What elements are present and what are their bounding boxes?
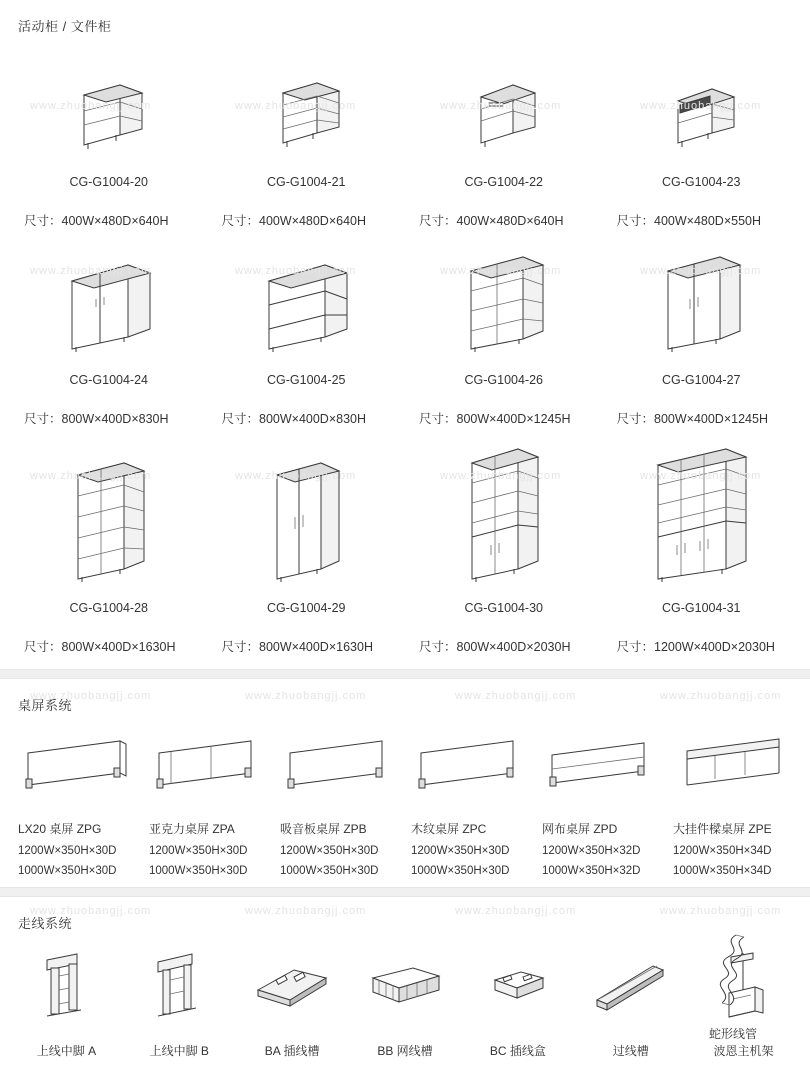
product-cell[interactable]	[208, 441, 406, 669]
product-dim-2: 1000W×350H×30D	[280, 865, 379, 877]
product-cell[interactable]	[12, 724, 143, 887]
pedestal-3drawer-c-icon	[413, 51, 595, 161]
watermark-text: www.zhuobangjj.com	[235, 265, 357, 277]
product-size: 尺寸：800W×400D×1630H	[24, 640, 176, 654]
pedestal-2drawer-icon	[611, 51, 793, 161]
watermark-text: www.zhuobangjj.com	[30, 265, 152, 277]
cable-tray-a-icon	[240, 948, 345, 1026]
screen-rail-icon	[673, 728, 792, 806]
product-cell[interactable]	[405, 441, 603, 669]
watermark-text: www.zhuobangjj.com	[440, 265, 562, 277]
product-name: LX20 桌屏 ZPG	[18, 822, 102, 836]
cable-tray-b-icon	[353, 948, 458, 1026]
screen-perforated-icon	[280, 728, 399, 806]
section-screens	[0, 679, 810, 887]
product-name: 过线槽	[612, 1044, 649, 1058]
product-code: CG-G1004-23	[661, 175, 741, 189]
product-name: 蛇形线管	[708, 1027, 757, 1041]
product-cell[interactable]	[274, 724, 405, 887]
watermark-text: www.zhuobangjj.com	[455, 690, 577, 702]
watermark-text: www.zhuobangjj.com	[235, 100, 357, 112]
cable-channel-icon	[578, 948, 683, 1026]
product-name: BC 插线盒	[489, 1044, 546, 1058]
product-size: 尺寸：400W×480D×550H	[616, 214, 762, 228]
tall-cabinet-open-icon	[18, 447, 200, 587]
watermark-text: www.zhuobangjj.com	[660, 690, 782, 702]
product-cell[interactable]	[10, 942, 123, 1069]
product-dim-1: 1200W×350H×30D	[149, 845, 248, 857]
low-cabinet-2door-icon	[18, 249, 200, 359]
pedestal-3drawer-icon	[18, 51, 200, 161]
product-code: CG-G1004-27	[661, 373, 741, 387]
product-dim-2: 1000W×350H×30D	[18, 865, 117, 877]
product-name: 上线中脚 A	[36, 1044, 97, 1058]
product-cell[interactable]	[236, 942, 349, 1069]
product-cell[interactable]	[603, 243, 801, 441]
cable-leg-b-icon	[127, 948, 232, 1026]
product-cell[interactable]	[667, 724, 798, 887]
section-divider	[0, 887, 810, 897]
product-cell[interactable]	[536, 724, 667, 887]
watermark-text: www.zhuobangjj.com	[455, 905, 577, 917]
mid-cabinet-door-icon	[611, 249, 793, 359]
xtall-cabinet-glass-icon	[413, 447, 595, 587]
product-name: 大挂件樑桌屏 ZPE	[673, 822, 772, 836]
watermark-text: www.zhuobangjj.com	[660, 905, 782, 917]
watermark-text: www.zhuobangjj.com	[640, 470, 762, 482]
screen-acrylic-icon	[149, 728, 268, 806]
watermark-text: www.zhuobangjj.com	[640, 265, 762, 277]
product-cell[interactable]	[10, 441, 208, 669]
screen-wood-icon	[411, 728, 530, 806]
product-cell[interactable]	[405, 243, 603, 441]
product-size: 尺寸：800W×400D×1630H	[221, 640, 373, 654]
product-name: 波恩主机架	[713, 1044, 774, 1058]
product-cell[interactable]	[603, 441, 801, 669]
product-cell[interactable]	[405, 45, 603, 243]
product-size: 尺寸：800W×400D×830H	[221, 412, 367, 426]
pedestal-3drawer-b-icon	[216, 51, 398, 161]
cabinet-row	[0, 441, 810, 669]
product-name: 木纹桌屏 ZPC	[411, 822, 487, 836]
product-name: 上线中脚 B	[149, 1044, 209, 1058]
product-cell[interactable]	[405, 724, 536, 887]
section-title-screens: 桌屏系统	[18, 698, 73, 713]
product-cell[interactable]	[574, 942, 687, 1069]
screen-row	[0, 724, 810, 887]
watermark-text: www.zhuobangjj.com	[30, 690, 152, 702]
product-dim-1: 1200W×350H×34D	[673, 845, 772, 857]
product-size: 尺寸：400W×480D×640H	[419, 214, 564, 228]
cable-box-c-icon	[465, 948, 570, 1026]
section-cable	[0, 897, 810, 1069]
product-cell[interactable]	[10, 243, 208, 441]
product-dim-1: 1200W×350H×32D	[542, 845, 641, 857]
product-code: CG-G1004-22	[464, 175, 543, 189]
watermark-text: www.zhuobangjj.com	[440, 100, 562, 112]
product-code: CG-G1004-26	[464, 373, 543, 387]
product-dim-1: 1200W×350H×30D	[280, 845, 379, 857]
section-title-cabinets: 活动柜 / 文件柜	[18, 19, 112, 34]
product-name: 亚克力桌屏 ZPA	[149, 822, 235, 836]
low-cabinet-open-icon	[216, 249, 398, 359]
product-name: BA 插线槽	[264, 1044, 320, 1058]
cable-leg-a-icon	[14, 948, 119, 1026]
section-title-cable: 走线系统	[18, 916, 73, 931]
product-cell[interactable]	[10, 45, 208, 243]
tall-cabinet-door-icon	[216, 447, 398, 587]
watermark-text: www.zhuobangjj.com	[440, 470, 562, 482]
product-size: 尺寸：1200W×400D×2030H	[616, 640, 775, 654]
product-cell[interactable]	[603, 45, 801, 243]
product-size: 尺寸：400W×480D×640H	[24, 214, 169, 228]
product-name: 吸音板桌屏 ZPB	[280, 822, 367, 836]
product-cell[interactable]	[208, 243, 406, 441]
product-code: CG-G1004-25	[266, 373, 346, 387]
watermark-text: www.zhuobangjj.com	[30, 100, 152, 112]
watermark-text: www.zhuobangjj.com	[640, 100, 762, 112]
product-code: CG-G1004-20	[69, 175, 148, 189]
product-cell[interactable]	[123, 942, 236, 1069]
product-code: CG-G1004-24	[69, 373, 148, 387]
snake-conduit-icon	[678, 931, 788, 1009]
product-dim-2: 1000W×350H×30D	[411, 865, 510, 877]
watermark-text: www.zhuobangjj.com	[30, 470, 152, 482]
product-code: CG-G1004-28	[69, 601, 148, 615]
product-name: BB 网线槽	[377, 1044, 433, 1058]
screen-solid-icon	[18, 728, 137, 806]
product-dim-2: 1000W×350H×32D	[542, 865, 641, 877]
watermark-text: www.zhuobangjj.com	[235, 470, 357, 482]
product-size: 尺寸：800W×400D×1245H	[419, 412, 571, 426]
product-dim-1: 1200W×350H×30D	[411, 845, 510, 857]
product-size: 尺寸：800W×400D×2030H	[419, 640, 571, 654]
product-cell[interactable]	[143, 724, 274, 887]
product-cell[interactable]	[349, 942, 462, 1069]
watermark-text: www.zhuobangjj.com	[30, 905, 152, 917]
cabinet-row	[0, 45, 810, 243]
wide-tall-cabinet-icon	[611, 447, 793, 587]
product-code: CG-G1004-29	[266, 601, 346, 615]
product-dim-2: 1000W×350H×30D	[149, 865, 248, 877]
screen-mesh-icon	[542, 728, 661, 806]
product-name: 网布桌屏 ZPD	[542, 822, 618, 836]
product-size: 尺寸：400W×480D×640H	[221, 214, 367, 228]
product-code: CG-G1004-31	[661, 601, 741, 615]
product-dim-2: 1000W×350H×34D	[673, 865, 772, 877]
cabinet-row	[0, 243, 810, 441]
product-cell[interactable]	[678, 931, 788, 1042]
product-code: CG-G1004-30	[464, 601, 543, 615]
watermark-text: www.zhuobangjj.com	[245, 905, 367, 917]
product-size: 尺寸：800W×400D×1245H	[616, 412, 768, 426]
mid-cabinet-glass-icon	[413, 249, 595, 359]
product-code: CG-G1004-21	[266, 175, 346, 189]
product-dim-1: 1200W×350H×30D	[18, 845, 117, 857]
watermark-text: www.zhuobangjj.com	[245, 690, 367, 702]
product-size: 尺寸：800W×400D×830H	[24, 412, 169, 426]
product-cell[interactable]	[208, 45, 406, 243]
section-divider	[0, 669, 810, 679]
product-cell[interactable]	[461, 942, 574, 1069]
